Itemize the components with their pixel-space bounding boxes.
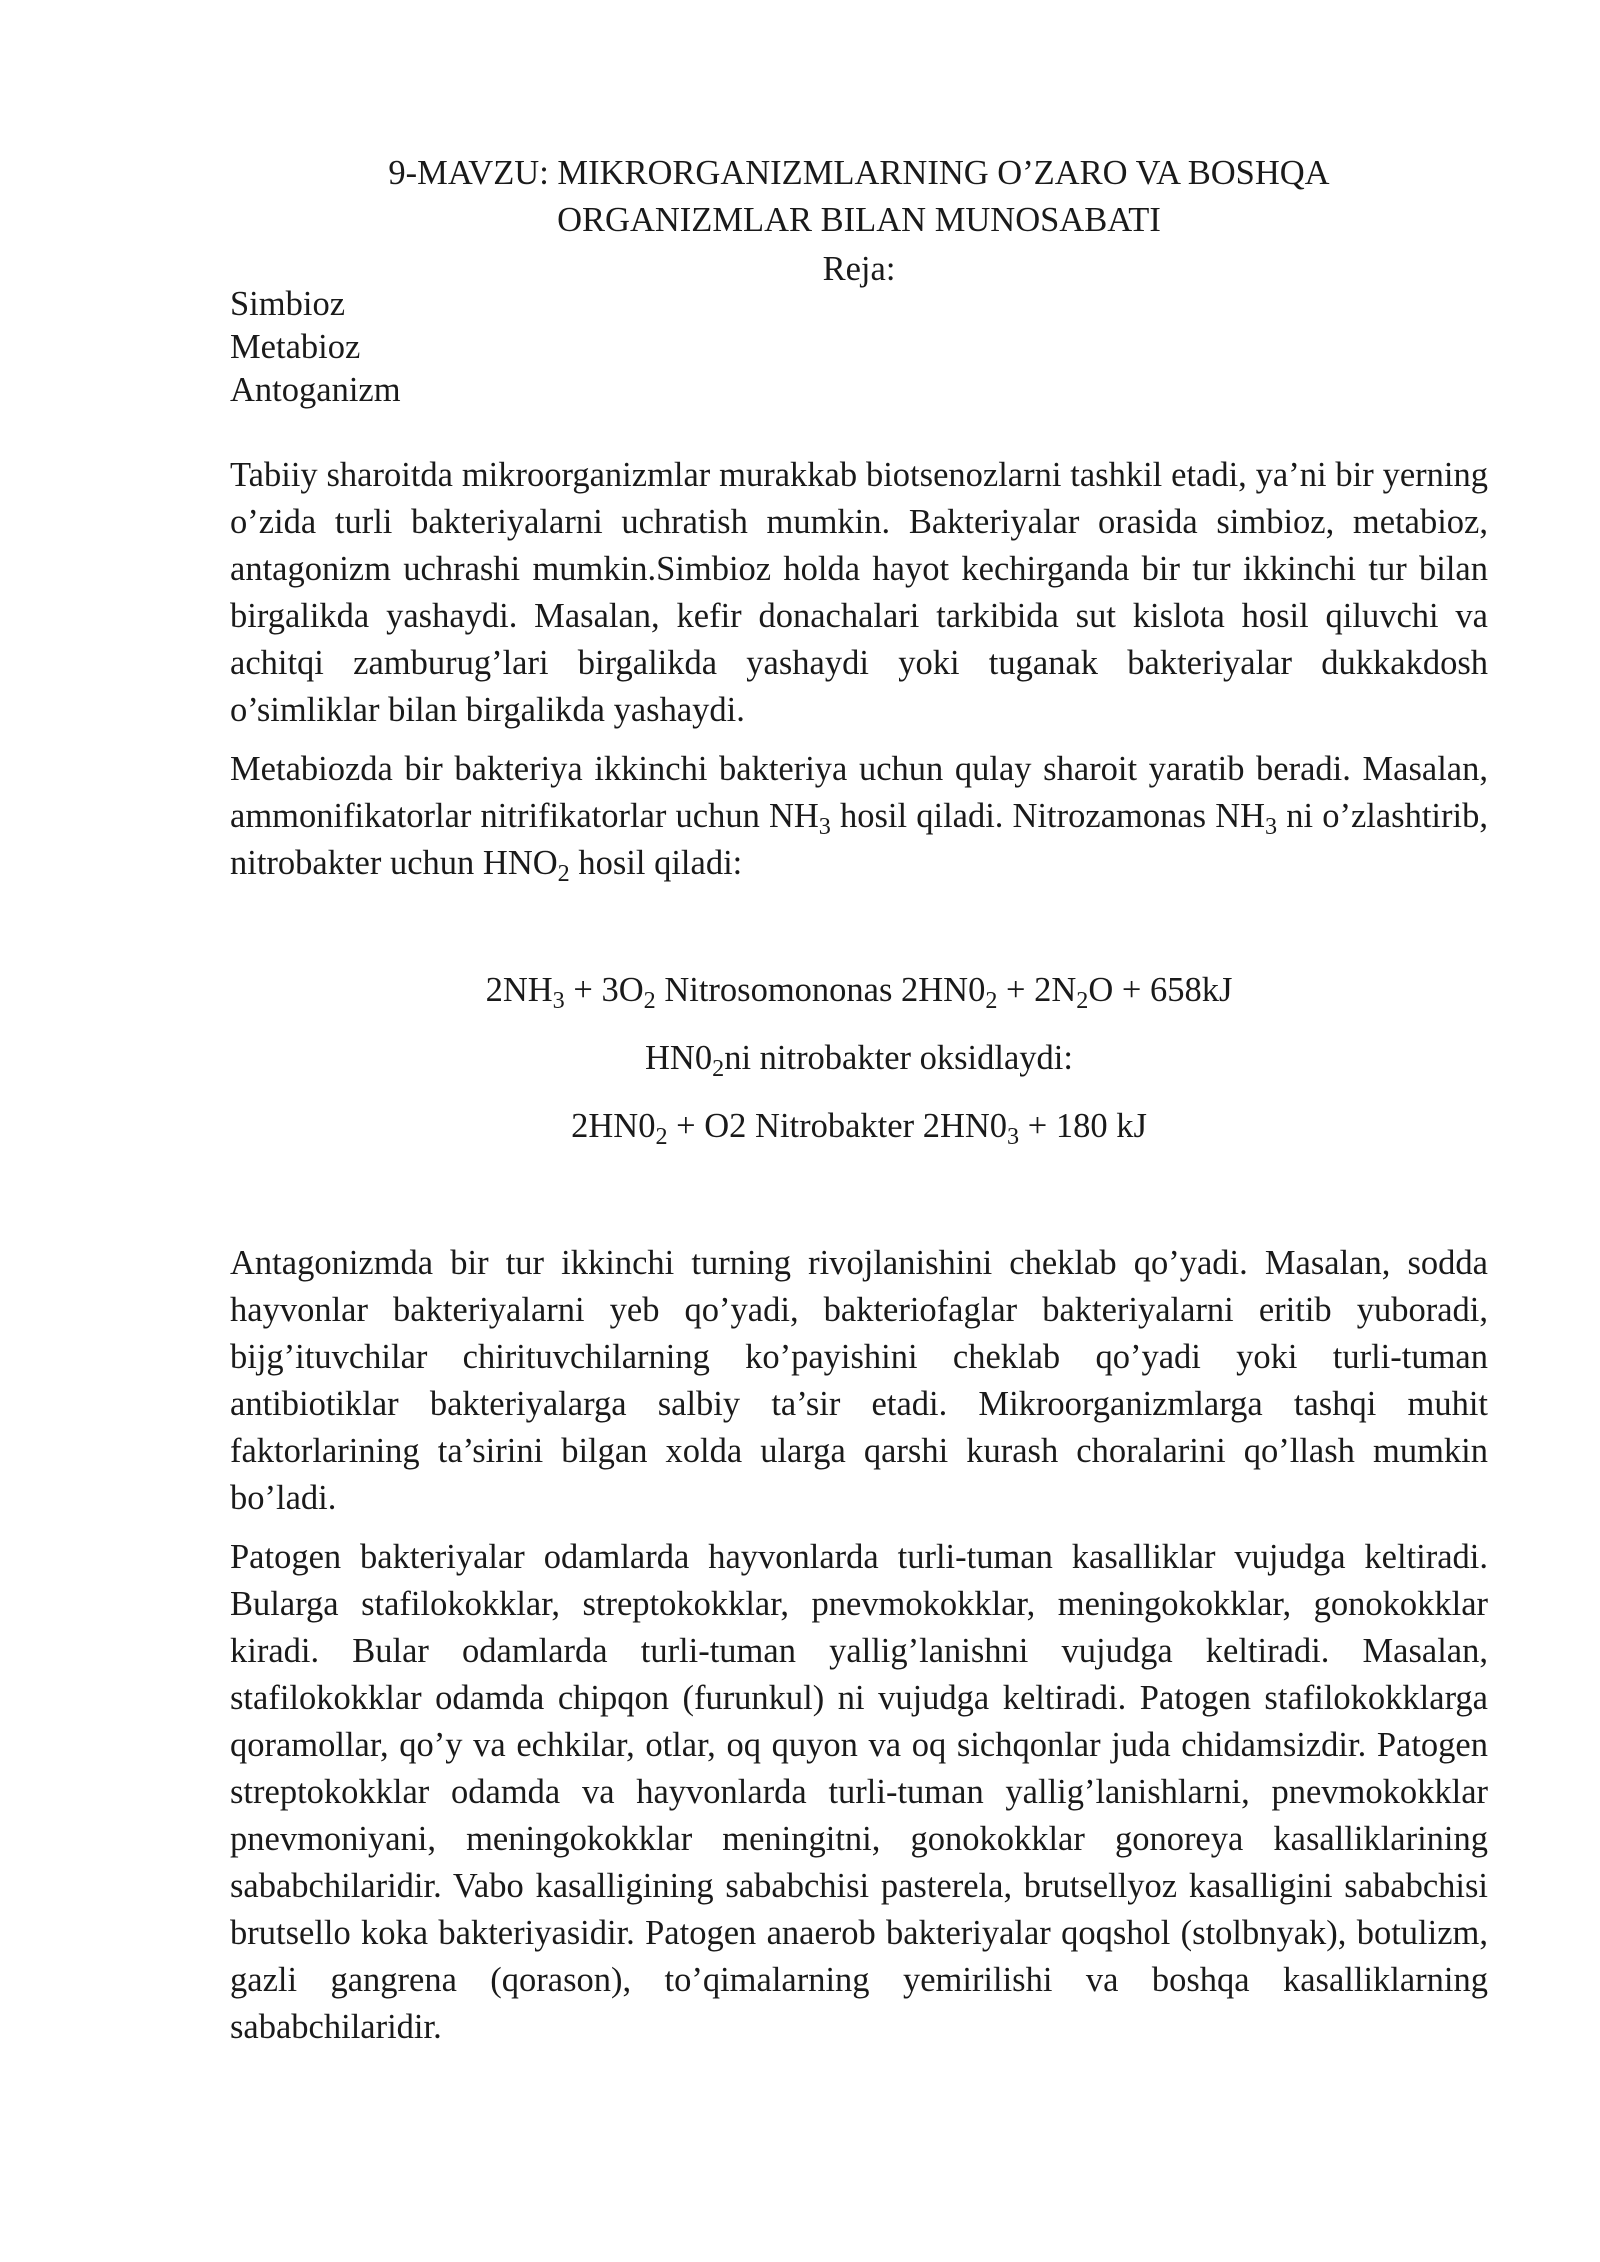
eq-part: 2NH [485,971,553,1009]
eq-part: + 180 kJ [1019,1107,1147,1145]
paragraph-metabioz-text-1: Metabiozda bir bakteriya ikkinchi bakteriya uchun qulay sharoit yaratib beradi. Masalan, ammonifikatorlar nitrifikatorlar uchun NH [230,750,1488,835]
eq-part: + 2N [997,971,1077,1009]
subscript: 2 [643,986,656,1014]
plan-item-simbioz: Simbioz [230,285,346,323]
plan-heading: Reja: [822,250,896,288]
eq-part: 2HN0 [571,1107,656,1145]
subscript: 3 [552,986,565,1014]
subscript: 2 [655,1122,668,1150]
eq-part: ni nitrobakter oksidlaydi: [724,1039,1073,1077]
subscript: 2 [1076,986,1089,1014]
subscript: 3 [1007,1122,1020,1150]
paragraph-simbioz: Tabiiy sharoitda mikroorganizmlar murakkab biotsenozlarni tashkil etadi, ya’ni bir yerning o’zida turli bakteriyalarni uchratish mumkin. Bakteriyalar orasida simbioz, metabioz, antagonizm uchrashi mumkin.Simbioz holda hayot kechirganda bir tur ikkinchi tur bilan birgalikda yashaydi. Masalan, kefir donachalari tarkibida sut kislota hosil qiluvchi va achitqi zamburug’lari birgalikda yashaydi yoki tuganak bakteriyalar dukkakdosh o’simliklar bilan birgalikda yashaydi. [230,456,1488,729]
title-line-1: 9-MAVZU: MIKRORGANIZMLARNING O’ZARO VA BOSHQA [388,154,1330,192]
subscript: 2 [985,986,998,1014]
paragraph-metabioz-text-2: hosil qiladi. Nitrozamonas NH [830,797,1266,835]
equation-caption [230,1035,1488,1082]
subscript: 3 [818,812,831,840]
equations-block [230,967,1488,1150]
plan-item-metabioz: Metabioz [230,328,361,366]
plan-list [230,283,1488,412]
document-title [230,150,1488,244]
document-page [230,150,1488,2051]
eq-part: O + 658kJ [1088,971,1233,1009]
equation-nitrobakter [230,1103,1488,1150]
paragraph-metabioz [230,746,1488,887]
title-line-2: ORGANIZMLAR BILAN MUNOSABATI [557,201,1161,239]
plan-item-antoganizm: Antoganizm [230,371,401,409]
subscript: 3 [1265,812,1278,840]
paragraph-metabioz-text-4: hosil qiladi: [569,844,743,882]
eq-part: + O2 Nitrobakter 2HN0 [667,1107,1008,1145]
paragraph-metabioz-text-3: ni o’zlashtirib, nitrobakter uchun HNO [230,797,1488,882]
subscript: 2 [557,859,570,887]
equation-nitrosomonas [230,967,1488,1014]
eq-part: Nitrosomononas 2HN0 [655,971,986,1009]
paragraph-antagonizm: Antagonizmda bir tur ikkinchi turning rivojlanishini cheklab qo’yadi. Masalan, sodda hayvonlar bakteriyalarni yeb qo’yadi, bakteriofaglar bakteriyalarni eritib yuboradi, bijg’ituvchilar chirituvchilarning ko’payishini cheklab qo’yadi yoki turli-tuman antibiotiklar bakteriyalarga salbiy ta’sir etadi. Mikroorganizmlarga tashqi muhit faktorlarining ta’sirini bilgan xolda ularga qarshi kurash choralarini qo’llash mumkin bo’ladi. [230,1244,1488,1517]
eq-part: HN0 [645,1039,713,1077]
eq-part: + 3O [564,971,644,1009]
subscript: 2 [712,1054,725,1082]
paragraph-patogen: Patogen bakteriyalar odamlarda hayvonlarda turli-tuman kasalliklar vujudga keltiradi. Bularga stafilokokklar, streptokokklar, pnevmokokklar, meningokokklar, gonokokklar kiradi. Bular odamlarda turli-tuman yallig’lanishni vujudga keltiradi. Masalan, stafilokokklar odamda chipqon (furunkul) ni vujudga keltiradi. Patogen stafilokokklarga qoramollar, qo’y va echkilar, otlar, oq quyon va oq sichqonlar juda chidamsizdir. Patogen streptokokklar odamda va hayvonlarda turli-tuman yallig’lanishlarni, pnevmokokklar pnevmoniyani, meningokokklar meningitni, gonokokklar gonoreya kasalliklarining sababchilaridir. Vabo kasalligining sababchisi pasterela, brutsellyoz kasalligini sababchisi brutsello koka bakteriyasidir. Patogen anaerob bakteriyalar qoqshol (stolbnyak), botulizm, gazli gangrena (qorason), to’qimalarning yemirilishi va boshqa kasalliklarning sababchilaridir. [230,1538,1488,2046]
